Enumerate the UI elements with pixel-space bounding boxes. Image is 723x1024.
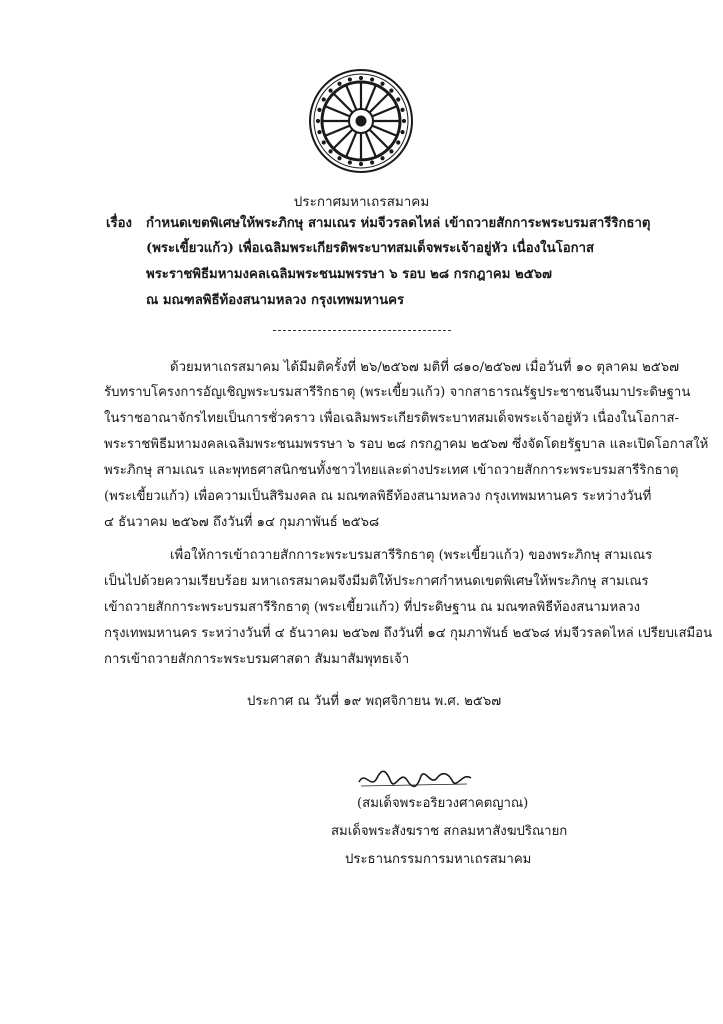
announcement-date: ประกาศ ณ วันที่ ๑๙ พฤศจิกายน พ.ศ. ๒๕๖๗: [247, 694, 502, 709]
subject-label: เรื่อง: [106, 216, 132, 231]
paragraph2-line: เป็นไปด้วยความเรียบร้อย มหาเถรสมาคมจึงมีมติให้ประกาศกำหนดเขตพิเศษให้พระภิกษุ สามเณร: [104, 574, 649, 589]
signatory-title: สมเด็จพระสังฆราช สกลมหาสังฆปริณายก: [331, 824, 568, 839]
paragraph1-line: (พระเขี้ยวแก้ว) เพื่อความเป็นสิริมงคล ณ มณฑลพิธีท้องสนามหลวง กรุงเทพมหานคร ระหว่างวันที่: [104, 489, 652, 504]
paragraph2-line: การเข้าถวายสักการะพระบรมศาสดา สัมมาสัมพุทธเจ้า: [104, 652, 410, 667]
handwritten-signature: [355, 764, 475, 794]
paragraph1-first-line: ด้วยมหาเถรสมาคม ได้มีมติครั้งที่ ๒๖/๒๕๖๗ มติที่ ๘๑๐/๒๕๖๗ เมื่อวันที่ ๑๐ ตุลาคม ๒๕๖๗: [170, 360, 680, 375]
subject-line: (พระเขี้ยวแก้ว) เพื่อเฉลิมพระเกียรติพระบาทสมเด็จพระเจ้าอยู่หัว เนื่องในโอกาส: [146, 241, 595, 256]
paragraph1-line: ๔ ธันวาคม ๒๕๖๗ ถึงวันที่ ๑๔ กุมภาพันธ์ ๒๕๖๘: [104, 515, 380, 530]
paragraph1-line: ในราชอาณาจักรไทยเป็นการชั่วคราว เพื่อเฉลิมพระเกียรติพระบาทสมเด็จพระเจ้าอยู่หัว เนื่องในโอกาส-: [104, 411, 679, 426]
announcement-title: ประกาศมหาเถรสมาคม: [293, 194, 430, 210]
signatory-name: (สมเด็จพระอริยวงศาคตญาณ): [357, 796, 529, 811]
subject-line: ณ มณฑลพิธีท้องสนามหลวง กรุงเทพมหานคร: [146, 293, 405, 308]
paragraph2-line: เข้าถวายสักการะพระบรมสารีริกธาตุ (พระเขี้ยวแก้ว) ที่ประดิษฐาน ณ มณฑลพิธีท้องสนามหลวง: [104, 600, 641, 615]
dashed-divider: [273, 330, 451, 331]
paragraph1-line: พระราชพิธีมหามงคลเฉลิมพระชนมพรรษา ๖ รอบ ๒๘ กรกฎาคม ๒๕๖๗ ซึ่งจัดโดยรัฐบาล และเปิดโอกาสให้: [104, 437, 709, 452]
paragraph1-line: พระภิกษุ สามเณร และพุทธศาสนิกชนทั้งชาวไทยและต่างประเทศ เข้าถวายสักการะพระบรมสารีริกธาตุ: [104, 463, 679, 478]
signatory-position: ประธานกรรมการมหาเถรสมาคม: [345, 852, 532, 867]
subject-line: กำหนดเขตพิเศษให้พระภิกษุ สามเณร ห่มจีวรลดไหล่ เข้าถวายสักการะพระบรมสารีริกธาตุ: [146, 216, 651, 231]
dharma-wheel-seal-icon: [308, 68, 414, 174]
paragraph1-line: รับทราบโครงการอัญเชิญพระบรมสารีริกธาตุ (พระเขี้ยวแก้ว) จากสาธารณรัฐประชาชนจีนมาประดิษฐาน: [104, 385, 691, 400]
subject-line: พระราชพิธีมหามงคลเฉลิมพระชนมพรรษา ๖ รอบ ๒๘ กรกฎาคม ๒๕๖๗: [146, 267, 552, 282]
paragraph2-line: กรุงเทพมหานคร ระหว่างวันที่ ๔ ธันวาคม ๒๕๖๗ ถึงวันที่ ๑๔ กุมภาพันธ์ ๒๕๖๘ ห่มจีวรลดไหล่ เปรียบเสมือน: [104, 626, 713, 641]
paragraph2-first-line: เพื่อให้การเข้าถวายสักการะพระบรมสารีริกธาตุ (พระเขี้ยวแก้ว) ของพระภิกษุ สามเณร: [170, 548, 653, 563]
